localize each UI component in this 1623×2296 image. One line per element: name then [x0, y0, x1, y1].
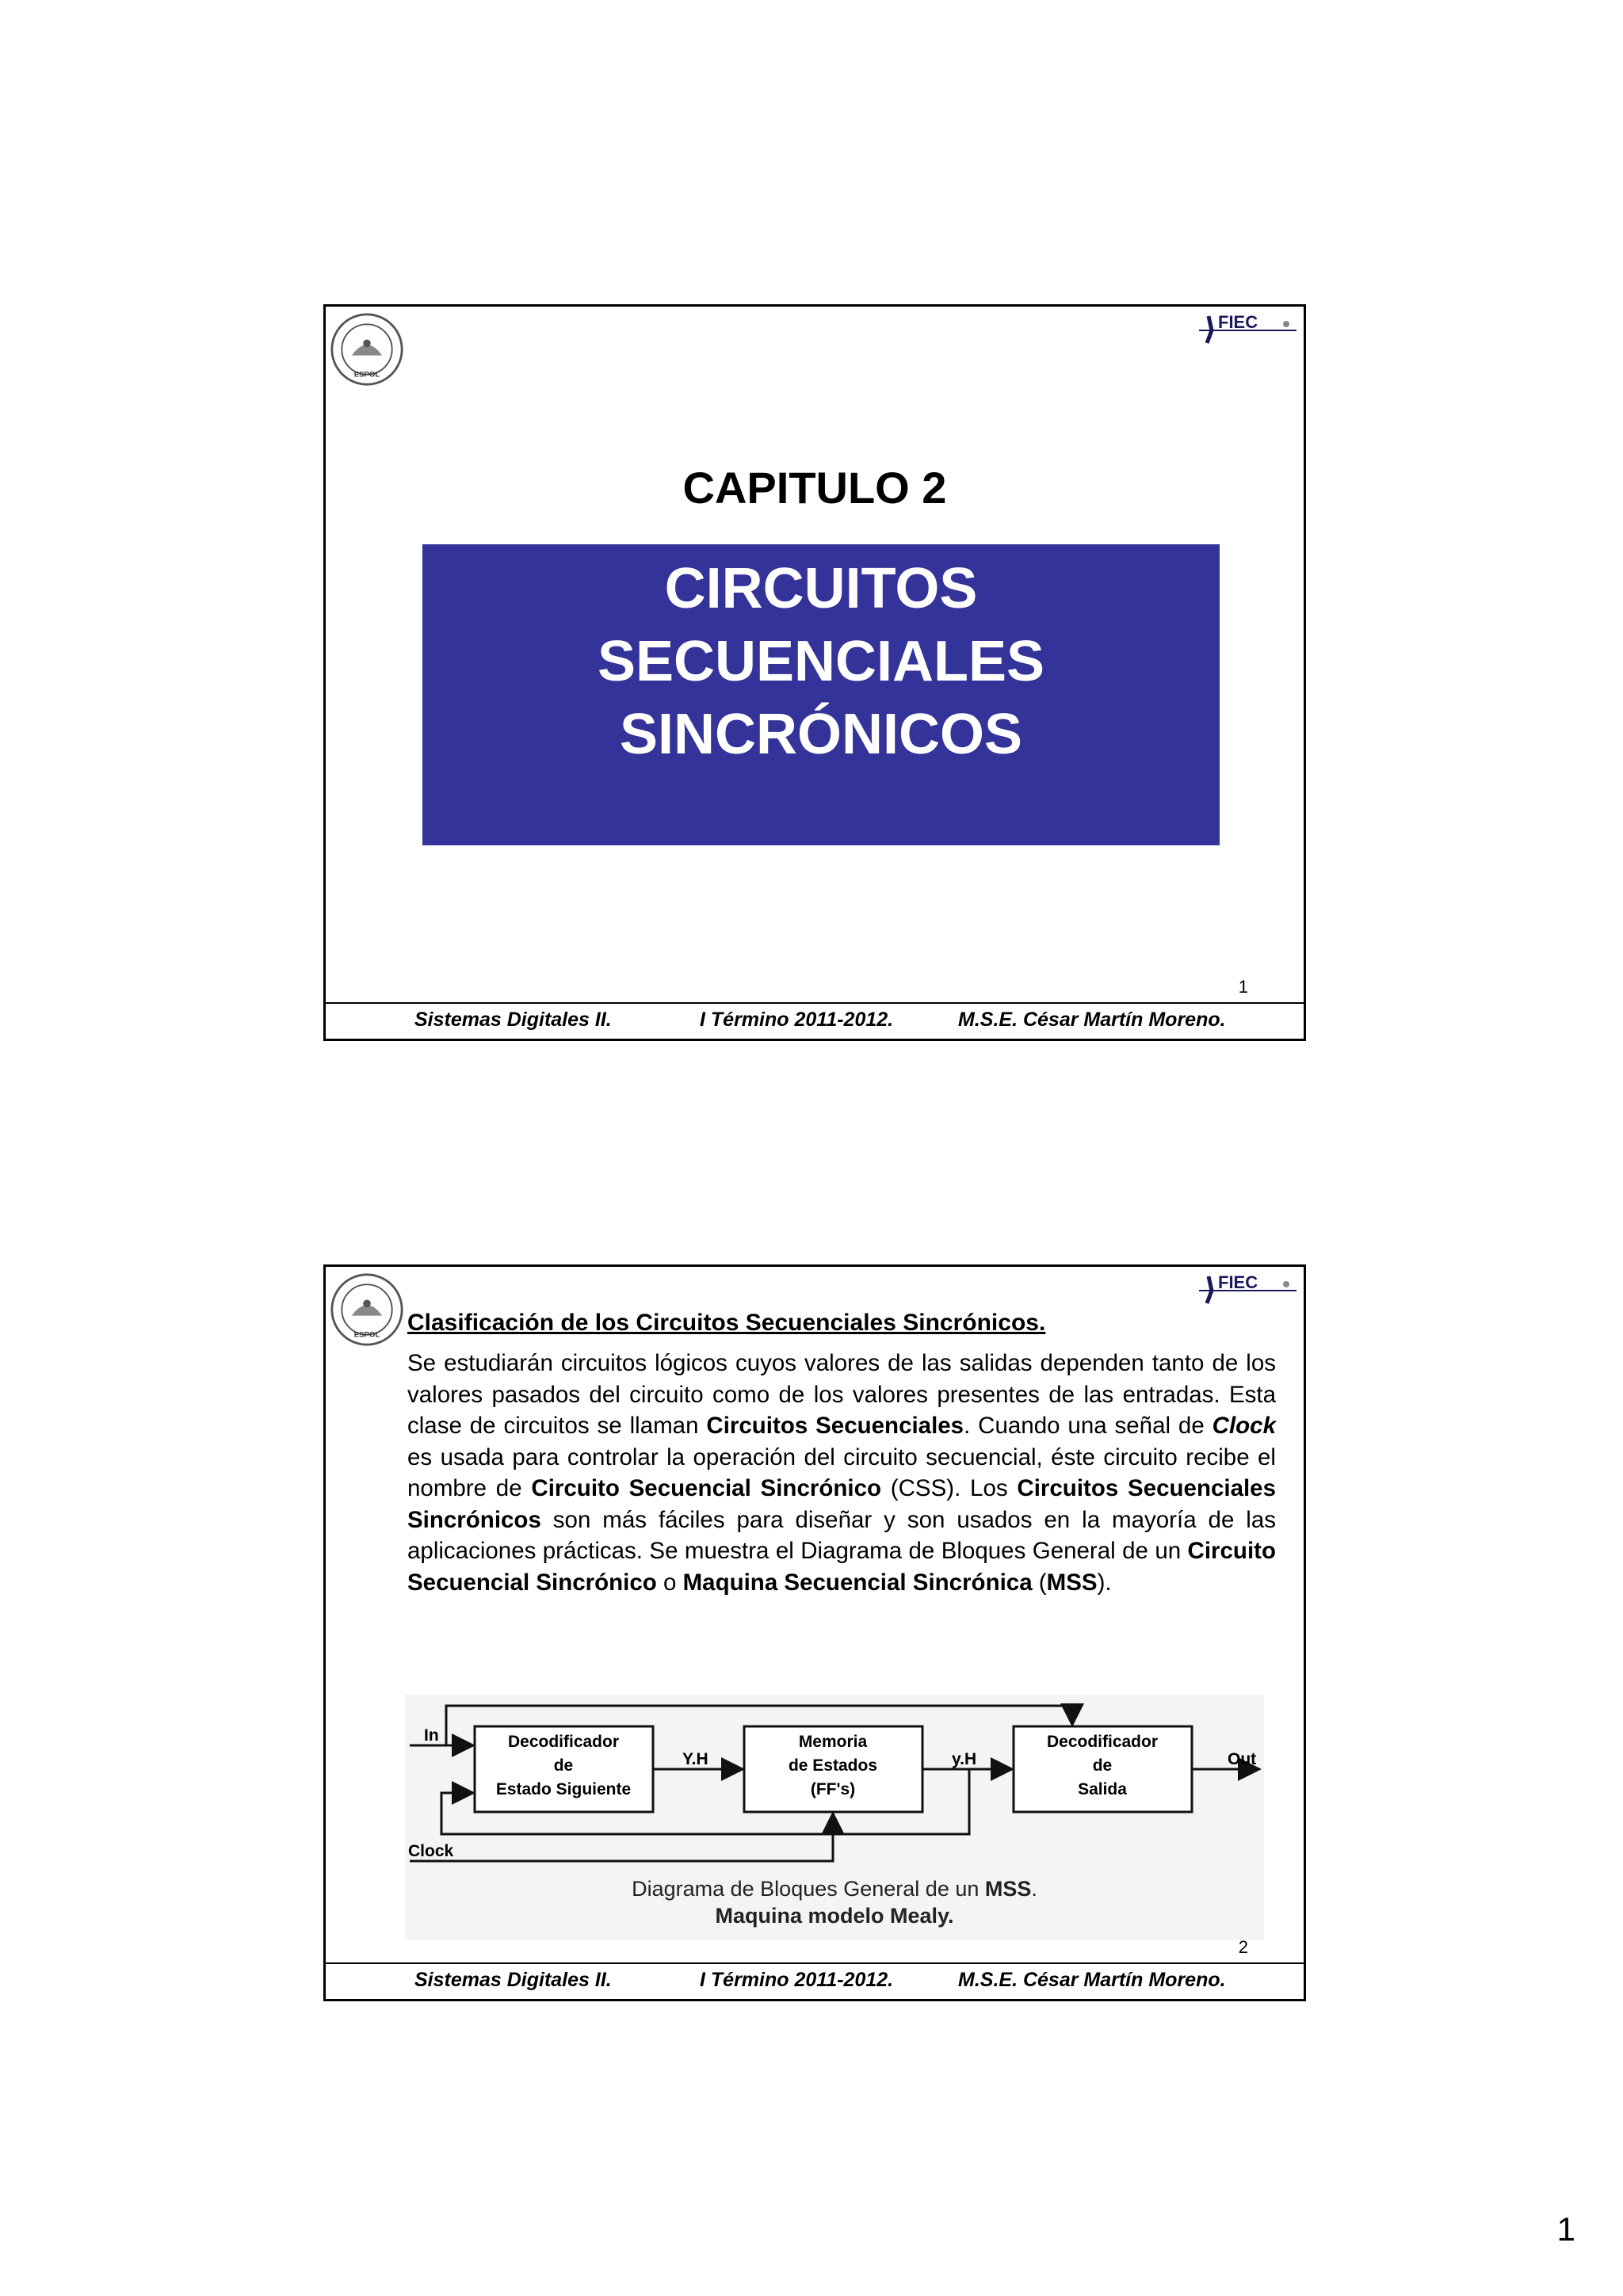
slide-2: [323, 1264, 1306, 2001]
svg-text:Decodificador: Decodificador: [507, 1733, 620, 1751]
footer-course: Sistemas Digitales II.: [414, 1969, 612, 1991]
block-diagram: [405, 1695, 1264, 1940]
fiec-logo: [1197, 308, 1300, 349]
svg-text:FIEC: FIEC: [1218, 312, 1258, 332]
label-YH: Y.H: [682, 1750, 708, 1768]
diagram-caption-model: Maquina modelo Mealy.: [715, 1904, 954, 1928]
label-out: Out: [1228, 1750, 1257, 1768]
slide-number: 2: [1238, 1937, 1248, 1957]
slide-1: [323, 304, 1306, 1041]
title-line-2: SECUENCIALES: [597, 630, 1045, 693]
svg-text:ESPOL: ESPOL: [353, 1330, 380, 1340]
svg-text:Salida: Salida: [1078, 1780, 1127, 1798]
svg-text:Estado Siguiente: Estado Siguiente: [495, 1780, 632, 1798]
footer-term: I Término 2011-2012.: [700, 1009, 894, 1031]
slide-footer: [326, 1962, 1304, 1999]
footer-course: Sistemas Digitales II.: [414, 1009, 612, 1031]
svg-text:de: de: [553, 1756, 574, 1775]
label-yH: y.H: [952, 1750, 977, 1768]
chapter-title-box: [422, 544, 1220, 845]
slide-number: 1: [1238, 977, 1248, 997]
page-number: 1: [1556, 2210, 1575, 2248]
diagram-caption: Diagrama de Bloques General de un MSS.: [632, 1877, 1037, 1901]
body-paragraph: Se estudiarán circuitos lógicos cuyos valores de las salidas dependen tanto de los valores pasados del circuito como de los valores presentes de las entradas. Esta clase de circuitos se llaman Circuitos Secuenciales. Cuando una señal de Clock es usada para controlar la operación del circuito secuencial, éste circuito recibe el nombre de Circuito Secuencial Sincrónico (CSS). Los Circuitos Secuenciales Sincrónicos son más fáciles para diseñar y son usados en la mayoría de las aplicaciones prácticas. Se muestra el Diagrama de Bloques General de un Circuito Secuencial Sincrónico o Maquina Secuencial Sincrónica (MSS).: [407, 1350, 1276, 1596]
chapter-heading: CAPITULO 2: [682, 463, 947, 513]
footer-author: M.S.E. César Martín Moreno.: [958, 1009, 1226, 1031]
svg-text:FIEC: FIEC: [1218, 1272, 1258, 1292]
espol-seal-logo: [329, 311, 405, 387]
svg-text:de Estados: de Estados: [788, 1756, 878, 1775]
footer-term: I Término 2011-2012.: [700, 1969, 894, 1991]
espol-seal-logo: [329, 1272, 405, 1348]
svg-text:ESPOL: ESPOL: [353, 370, 380, 379]
svg-text:Memoria: Memoria: [798, 1733, 868, 1751]
svg-text:de: de: [1092, 1756, 1113, 1775]
title-line-1: CIRCUITOS: [664, 557, 978, 620]
svg-text:Decodificador: Decodificador: [1046, 1733, 1159, 1751]
slide-footer: [326, 1002, 1304, 1039]
block-diagram-svg: [405, 1695, 1264, 1877]
label-in: In: [424, 1726, 439, 1745]
title-line-3: SINCRÓNICOS: [619, 703, 1023, 766]
svg-text:(FF's): (FF's): [810, 1780, 856, 1798]
footer-author: M.S.E. César Martín Moreno.: [958, 1969, 1226, 1991]
section-heading: Clasificación de los Circuitos Secuenciales Sincrónicos.: [407, 1310, 1046, 1336]
label-clock: Clock: [408, 1842, 454, 1860]
fiec-logo: [1197, 1268, 1300, 1310]
